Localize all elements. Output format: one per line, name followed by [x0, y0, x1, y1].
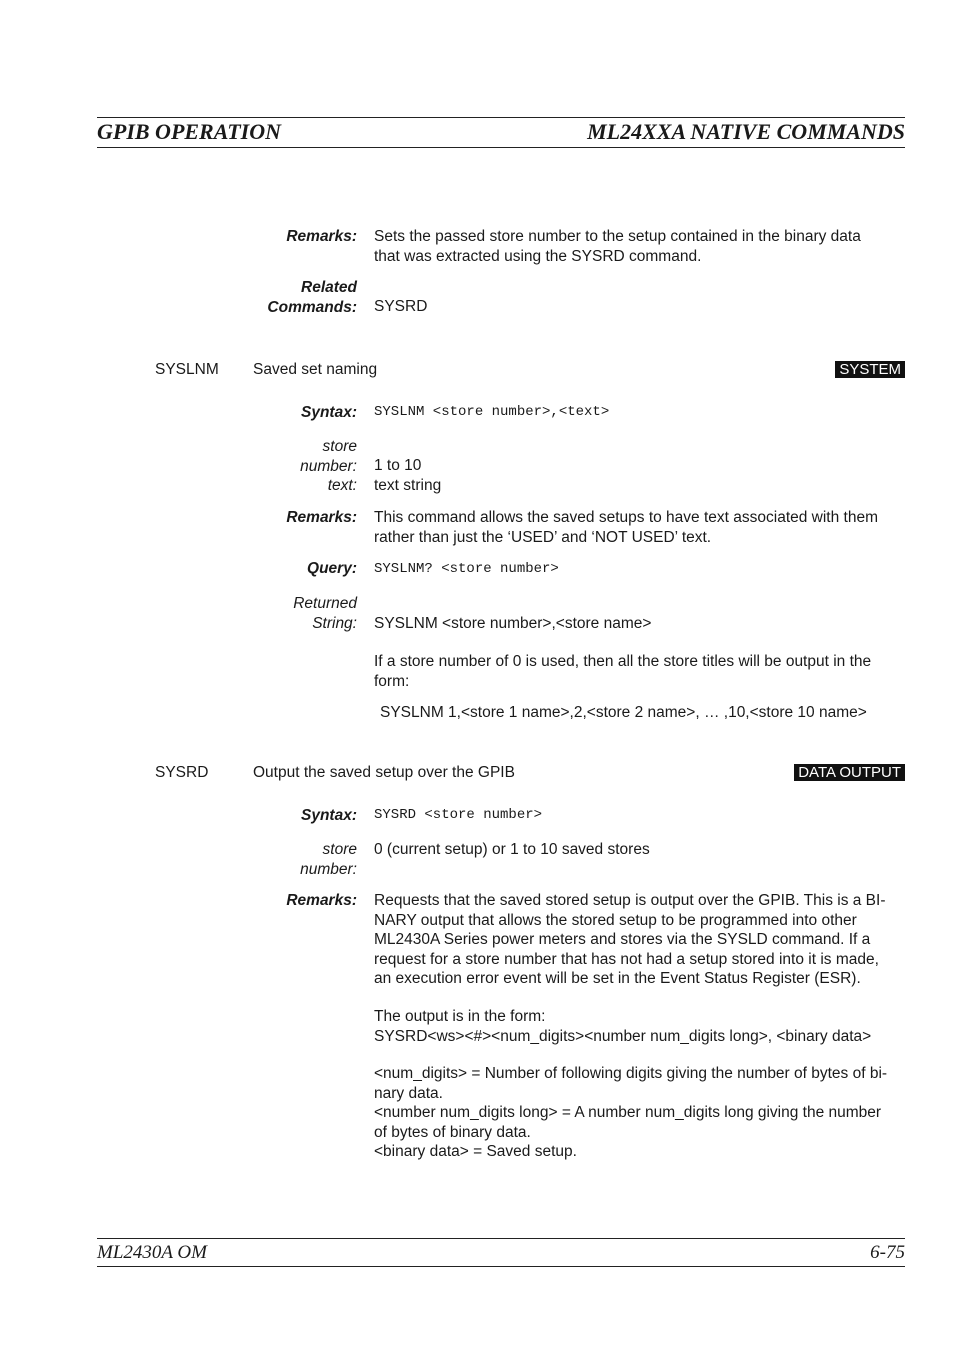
param-label-line: store [322, 841, 357, 858]
syntax-value: SYSLNM <store number>,<text> [374, 404, 610, 420]
remarks-line: rather than just the ‘USED’ and ‘NOT USED’ text. [374, 528, 712, 546]
example-output: SYSLNM 1,<store 1 name>,2,<store 2 name>, … ,10,<store 10 name> [380, 704, 867, 721]
query-label: Query: [307, 560, 357, 577]
remarks-line: an execution error event will be set in the Event Status Register (ESR). [374, 970, 861, 987]
command-description-syslnm: Saved set naming [253, 361, 378, 378]
footer-manual-name: ML2430A OM [97, 1242, 207, 1263]
remarks-label: Remarks: [286, 509, 357, 526]
query-value: SYSLNM? <store number> [374, 561, 559, 577]
remarks-text [374, 891, 905, 989]
note-text [374, 652, 905, 691]
param-label-line: number: [300, 860, 357, 878]
page-number: 6-75 [870, 1242, 905, 1263]
param-label-line: Returned [293, 595, 357, 612]
remarks-line: ML2430A Series power meters and stores via the SYSLD command. If a [374, 931, 871, 948]
related-commands-value: SYSRD [374, 298, 428, 315]
category-badge-data-output: DATA OUTPUT [794, 764, 905, 781]
remarks-text [374, 508, 905, 547]
returned-string-label [293, 594, 357, 633]
header-chapter-title: ML24XXA NATIVE COMMANDS [587, 119, 905, 144]
output-form-line: The output is in the form: [374, 1008, 546, 1025]
command-name-sysrd: SYSRD [155, 764, 209, 781]
remarks-line: Sets the passed store number to the setup contained in the binary data [374, 228, 861, 245]
header-section-title: GPIB OPERATION [97, 119, 281, 144]
param-label-line: number: [300, 457, 357, 475]
returned-string-value: SYSLNM <store number>,<store name> [374, 615, 652, 632]
page-header [97, 117, 905, 148]
command-name-syslnm: SYSLNM [155, 361, 219, 378]
output-form-line: SYSRD<ws><#><num_digits><number num_digits long>, <binary data> [374, 1027, 872, 1045]
remarks-line: that was extracted using the SYSRD command. [374, 247, 702, 265]
related-label-line: Commands: [267, 298, 357, 316]
param-label-line: String: [312, 614, 357, 632]
related-label-line: Related [301, 279, 357, 296]
definition-line: <number num_digits long> = A number num_digits long giving the number [374, 1104, 882, 1121]
store-number-label [300, 437, 357, 476]
store-number-value: 1 to 10 [374, 457, 422, 474]
command-description-sysrd: Output the saved setup over the GPIB [253, 764, 515, 781]
param-label-line: store [322, 438, 357, 455]
remarks-text [374, 227, 905, 266]
related-commands-label [267, 278, 357, 317]
remarks-line: This command allows the saved setups to have text associated with them [374, 509, 878, 526]
text-param-label: text: [327, 477, 357, 494]
text-param-value: text string [374, 477, 442, 494]
store-number-value: 0 (current setup) or 1 to 10 saved stores [374, 841, 650, 858]
note-line: If a store number of 0 is used, then all the store titles will be output in the [374, 653, 872, 670]
remarks-line: request for a store number that has not had a setup stored into it is made, [374, 950, 879, 968]
store-number-label [300, 840, 357, 879]
syntax-label: Syntax: [301, 404, 357, 421]
syntax-label: Syntax: [301, 807, 357, 824]
syntax-value: SYSRD <store number> [374, 807, 543, 823]
remarks-line: Requests that the saved stored setup is output over the GPIB. This is a BI- [374, 892, 886, 909]
definitions-text [374, 1064, 905, 1162]
remarks-label: Remarks: [286, 228, 357, 245]
definition-line: nary data. [374, 1084, 443, 1102]
remarks-line: NARY output that allows the stored setup to be programmed into other [374, 911, 857, 929]
page-footer [97, 1238, 905, 1267]
output-form-text [374, 1007, 905, 1046]
category-badge-system: SYSTEM [835, 361, 905, 378]
note-line: form: [374, 672, 410, 690]
definition-line: <num_digits> = Number of following digits giving the number of bytes of bi- [374, 1065, 888, 1082]
remarks-label: Remarks: [286, 892, 357, 909]
definition-line: of bytes of binary data. [374, 1123, 531, 1141]
definition-line: <binary data> = Saved setup. [374, 1143, 577, 1160]
